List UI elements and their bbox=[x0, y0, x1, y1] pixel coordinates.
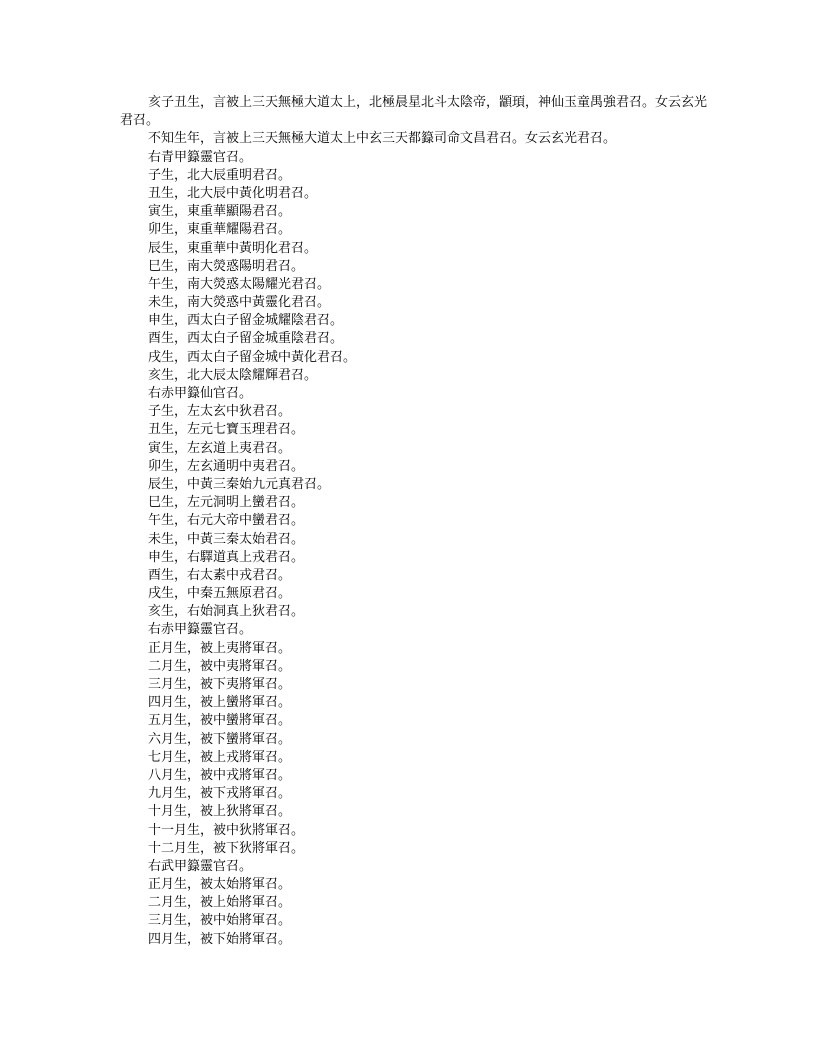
text-line: 卯生，東重華耀陽君召。 bbox=[148, 222, 292, 238]
text-line: 午生，右元大帝中蠻君召。 bbox=[148, 513, 305, 529]
text-line: 巳生，南大熒惑陽明君召。 bbox=[148, 258, 305, 274]
text-line: 亥生，北大辰太陰耀輝君召。 bbox=[148, 367, 318, 383]
text-line: 二月生，被上始將軍召。 bbox=[148, 895, 292, 911]
text-line: 寅生，左玄道上夷君召。 bbox=[148, 440, 292, 456]
text-line: 丑生，北大辰中黃化明君召。 bbox=[148, 185, 318, 201]
text-line: 右武甲籙靈官召。 bbox=[148, 858, 253, 874]
text-line: 六月生，被下蠻將軍召。 bbox=[148, 731, 292, 747]
text-line: 子生，左太玄中狄君召。 bbox=[148, 404, 292, 420]
text-line: 十月生，被上狄將軍召。 bbox=[148, 804, 292, 820]
text-line: 戌生，中秦五無原君召。 bbox=[148, 586, 292, 602]
document-page bbox=[120, 94, 710, 949]
text-line: 巳生，左元洞明上蠻君召。 bbox=[148, 495, 305, 511]
text-line: 卯生，左玄通明中夷君召。 bbox=[148, 458, 305, 474]
text-line: 正月生，被太始將軍召。 bbox=[148, 877, 292, 893]
text-line: 八月生，被中戎將軍召。 bbox=[148, 767, 292, 783]
text-line: 申生，西太白子留金城耀陰君召。 bbox=[148, 313, 344, 329]
text-line: 右赤甲籙靈官召。 bbox=[148, 622, 253, 638]
text-line: 四月生，被上蠻將軍召。 bbox=[148, 695, 292, 711]
text-line: 戌生，西太白子留金城中黃化君召。 bbox=[148, 349, 357, 365]
text-line: 子生，北大辰重明君召。 bbox=[148, 167, 292, 183]
text-line: 丑生，左元七寶玉理君召。 bbox=[148, 422, 305, 438]
text-line: 二月生，被中夷將軍召。 bbox=[148, 658, 292, 674]
text-line: 右青甲籙靈官召。 bbox=[148, 149, 253, 165]
text-line: 午生，南大熒惑太陽耀光君召。 bbox=[148, 276, 331, 292]
text-line: 正月生，被上夷將軍召。 bbox=[148, 640, 292, 656]
text-line: 五月生，被中蠻將軍召。 bbox=[148, 713, 292, 729]
text-line: 酉生，右太素中戎君召。 bbox=[148, 567, 292, 583]
text-line: 九月生，被下戎將軍召。 bbox=[148, 786, 292, 802]
text-line: 辰生，中黃三秦始九元真君召。 bbox=[148, 476, 331, 492]
paragraph-haizichou: 亥子丑生，言被上三天無極大道太上，北極晨星北斗太陰帝，顓頊，神仙玉童禺強君召。女云玄光君召。 bbox=[120, 95, 708, 129]
text-line: 酉生，西太白子留金城重陰君召。 bbox=[148, 331, 344, 347]
text-line: 四月生，被下始將軍召。 bbox=[148, 931, 292, 947]
text-line: 未生，南大熒惑中黃靈化君召。 bbox=[148, 295, 331, 311]
text-line: 寅生，東重華顯陽君召。 bbox=[148, 204, 292, 220]
text-line: 七月生，被上戎將軍召。 bbox=[148, 749, 292, 765]
text-line: 三月生，被中始將軍召。 bbox=[148, 913, 292, 929]
text-line: 辰生，東重華中黃明化君召。 bbox=[148, 240, 318, 256]
text-line: 三月生，被下夷將軍召。 bbox=[148, 677, 292, 693]
text-lines bbox=[120, 149, 710, 949]
text-line: 十一月生，被中狄將軍召。 bbox=[148, 822, 305, 838]
text-line: 亥生，右始洞真上狄君召。 bbox=[148, 604, 305, 620]
paragraph-unknown-birth-year: 不知生年，言被上三天無極大道太上中玄三天都籙司命文昌君召。女云玄光君召。 bbox=[148, 131, 617, 147]
text-line: 右赤甲籙仙官召。 bbox=[148, 386, 253, 402]
text-line: 十二月生，被下狄將軍召。 bbox=[148, 840, 305, 856]
text-line: 未生，中黃三秦太始君召。 bbox=[148, 531, 305, 547]
text-line: 申生，右驛道真上戎君召。 bbox=[148, 549, 305, 565]
